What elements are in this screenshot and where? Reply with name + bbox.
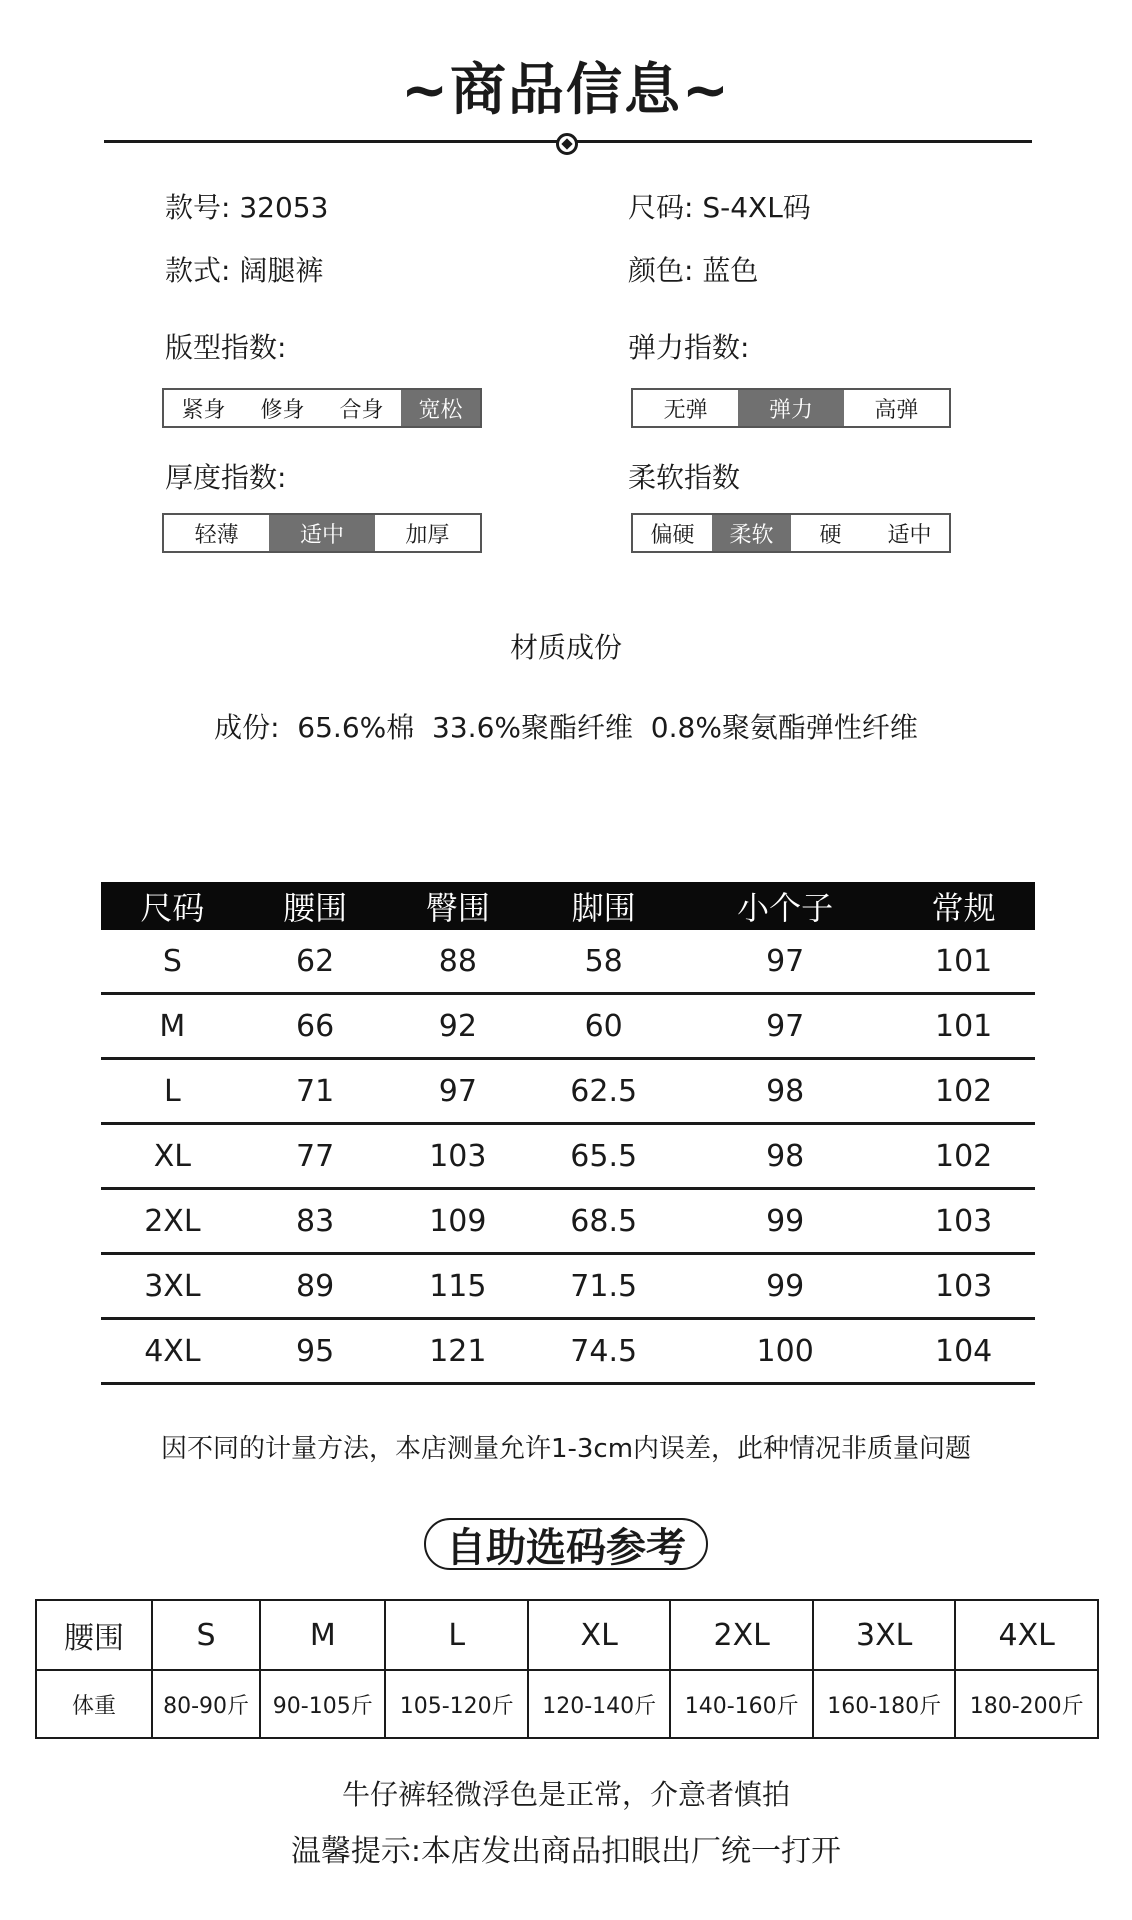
table-cell: M <box>260 1600 385 1670</box>
table-cell: XL <box>101 1124 244 1189</box>
size-reference-table <box>35 1599 1099 1739</box>
table-cell: 99 <box>678 1189 892 1254</box>
table-cell: 97 <box>678 930 892 994</box>
footer-note-color: 牛仔裤轻微浮色是正常，介意者慎拍 <box>341 1778 790 1811</box>
table-cell: 103 <box>386 1124 529 1189</box>
table-cell: 90-105斤 <box>260 1670 385 1738</box>
table-cell: 65.5 <box>529 1124 678 1189</box>
elastic-option: 高弹 <box>874 397 919 423</box>
thickness-index-scale <box>162 513 482 553</box>
thickness-index-label: 厚度指数: <box>165 461 287 494</box>
table-cell: 101 <box>892 930 1035 994</box>
table-cell: 80-90斤 <box>152 1670 260 1738</box>
table-cell: 62 <box>244 930 387 994</box>
header-petite: 小个子 <box>678 882 892 930</box>
table-cell: 74.5 <box>529 1319 678 1384</box>
thickness-option: 轻薄 <box>194 522 239 548</box>
softness-option: 适中 <box>887 522 932 548</box>
table-cell: 71.5 <box>529 1254 678 1319</box>
header-regular: 常规 <box>892 882 1035 930</box>
table-cell: 68.5 <box>529 1189 678 1254</box>
table-cell: 102 <box>892 1059 1035 1124</box>
table-cell: 2XL <box>101 1189 244 1254</box>
elastic-index-scale <box>631 388 951 428</box>
fit-option: 紧身 <box>181 397 226 423</box>
elastic-index-label: 弹力指数: <box>628 331 750 364</box>
table-row <box>101 1189 1035 1254</box>
table-cell: 71 <box>244 1059 387 1124</box>
table-cell: 3XL <box>101 1254 244 1319</box>
page-title: ~商品信息~ <box>401 58 731 123</box>
table-row <box>101 1254 1035 1319</box>
table-cell: 121 <box>386 1319 529 1384</box>
softness-option: 偏硬 <box>650 522 695 548</box>
table-row <box>36 1670 1098 1738</box>
header-waist: 腰围 <box>244 882 387 930</box>
table-row <box>101 930 1035 994</box>
table-cell: S <box>101 930 244 994</box>
table-cell: 3XL <box>813 1600 956 1670</box>
header-leg-opening: 脚围 <box>529 882 678 930</box>
softness-index-scale <box>631 513 951 553</box>
row-head-waist: 腰围 <box>36 1600 152 1670</box>
softness-option: 硬 <box>819 522 842 548</box>
table-cell: L <box>385 1600 528 1670</box>
table-cell: 103 <box>892 1254 1035 1319</box>
table-cell: 103 <box>892 1189 1035 1254</box>
footer-note-buttonholes: 温馨提示:本店发出商品扣眼出厂统一打开 <box>290 1834 842 1869</box>
table-cell: 109 <box>386 1189 529 1254</box>
table-cell: 97 <box>386 1059 529 1124</box>
table-cell: 66 <box>244 994 387 1059</box>
table-cell: 4XL <box>955 1600 1098 1670</box>
table-cell: 92 <box>386 994 529 1059</box>
table-cell: 140-160斤 <box>670 1670 813 1738</box>
table-cell: 115 <box>386 1254 529 1319</box>
fit-option: 修身 <box>260 397 305 423</box>
table-cell: 101 <box>892 994 1035 1059</box>
table-cell: 98 <box>678 1059 892 1124</box>
table-row <box>101 994 1035 1059</box>
table-cell: 104 <box>892 1319 1035 1384</box>
table-cell: 120-140斤 <box>528 1670 671 1738</box>
table-cell: S <box>152 1600 260 1670</box>
size-table-header <box>101 882 1035 930</box>
table-cell: 77 <box>244 1124 387 1189</box>
table-cell: 2XL <box>670 1600 813 1670</box>
elastic-option: 无弹 <box>663 397 708 423</box>
table-cell: 83 <box>244 1189 387 1254</box>
material-heading: 材质成份 <box>509 631 622 664</box>
fit-index-label: 版型指数: <box>165 331 287 364</box>
size-range: 尺码: S-4XL码 <box>628 191 811 224</box>
thickness-option: 加厚 <box>405 522 450 548</box>
table-cell: 95 <box>244 1319 387 1384</box>
table-cell: 58 <box>529 930 678 994</box>
measurement-note: 因不同的计量方法，本店测量允许1-3cm内误差，此种情况非质量问题 <box>160 1434 972 1464</box>
style-type: 款式: 阔腿裤 <box>165 254 324 287</box>
table-cell: 88 <box>386 930 529 994</box>
color-info: 颜色: 蓝色 <box>628 254 759 287</box>
table-cell: 60 <box>529 994 678 1059</box>
fit-index-scale <box>162 388 482 428</box>
row-head-weight: 体重 <box>36 1670 152 1738</box>
fit-option: 合身 <box>339 397 384 423</box>
thickness-option-selected: 适中 <box>269 515 374 551</box>
elastic-option-selected: 弹力 <box>738 390 843 426</box>
header-size: 尺码 <box>101 882 244 930</box>
table-row <box>36 1600 1098 1670</box>
fit-option-selected: 宽松 <box>401 390 480 426</box>
table-cell: 89 <box>244 1254 387 1319</box>
divider-ornament-icon <box>556 133 578 155</box>
table-cell: 4XL <box>101 1319 244 1384</box>
material-composition: 成份: 65.6%棉 33.6%聚酯纤维 0.8%聚氨酯弹性纤维 <box>214 711 918 744</box>
table-cell: 160-180斤 <box>813 1670 956 1738</box>
table-cell: 62.5 <box>529 1059 678 1124</box>
table-cell: 100 <box>678 1319 892 1384</box>
size-table <box>101 882 1035 1385</box>
softness-index-label: 柔软指数 <box>628 461 741 494</box>
header-hip: 臀围 <box>386 882 529 930</box>
table-row <box>101 1059 1035 1124</box>
table-cell: XL <box>528 1600 671 1670</box>
table-cell: 180-200斤 <box>955 1670 1098 1738</box>
softness-option-selected: 柔软 <box>712 515 791 551</box>
style-number: 款号: 32053 <box>165 191 329 224</box>
table-cell: M <box>101 994 244 1059</box>
size-reference-title: 自助选码参考 <box>424 1518 708 1570</box>
table-cell: 99 <box>678 1254 892 1319</box>
table-cell: 105-120斤 <box>385 1670 528 1738</box>
table-row <box>101 1319 1035 1384</box>
table-cell: L <box>101 1059 244 1124</box>
table-cell: 98 <box>678 1124 892 1189</box>
table-cell: 97 <box>678 994 892 1059</box>
table-row <box>101 1124 1035 1189</box>
table-cell: 102 <box>892 1124 1035 1189</box>
